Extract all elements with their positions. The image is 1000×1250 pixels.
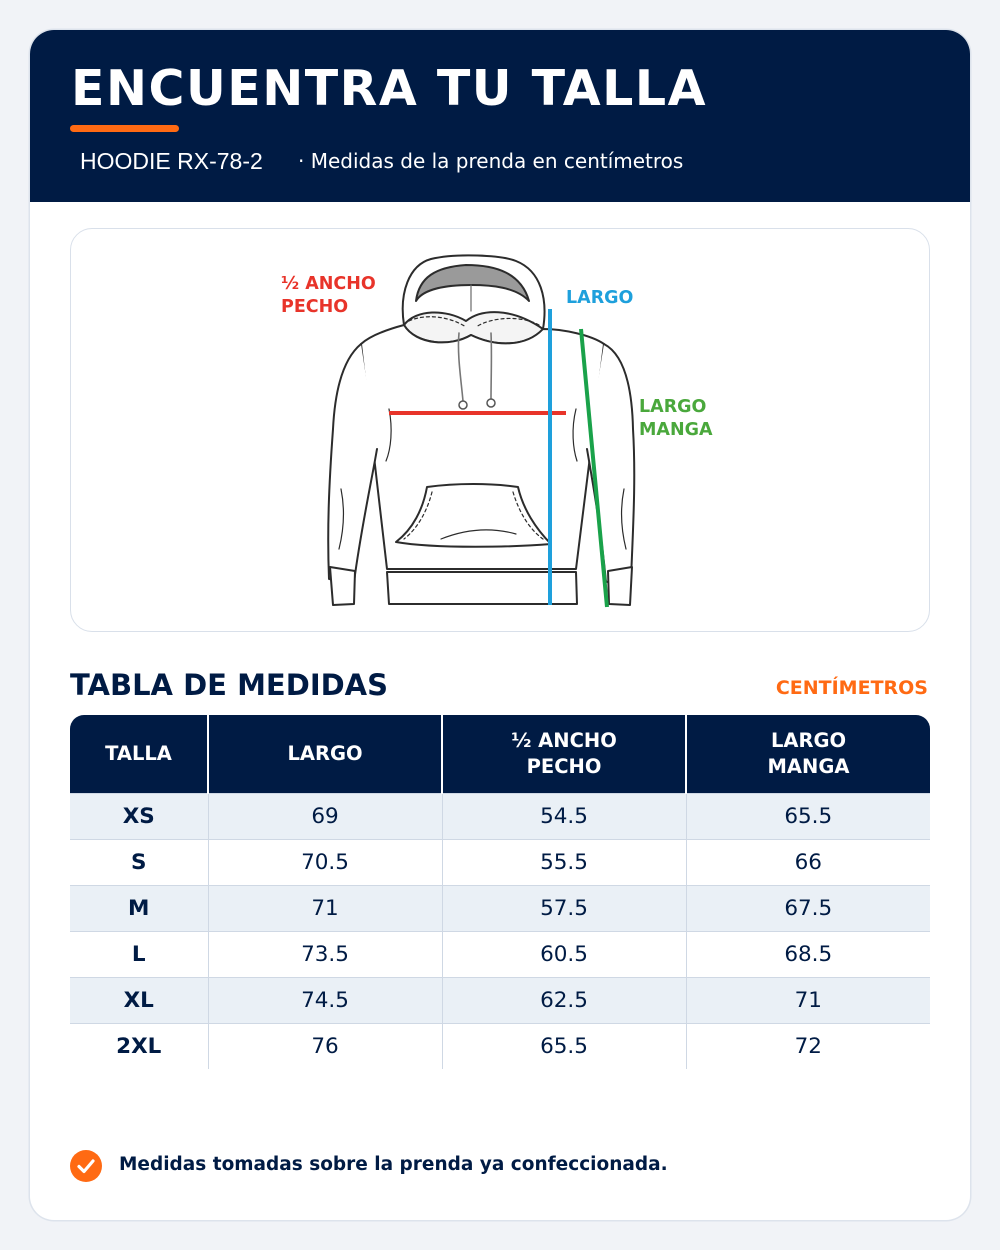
footer-note: Medidas tomadas sobre la prenda ya confeccionada. [119, 1154, 668, 1175]
page-title: ENCUENTRA TU TALLA [71, 60, 708, 117]
cell-ancho: 57.5 [442, 886, 686, 932]
table-title: TABLA DE MEDIDAS [70, 668, 389, 702]
cell-largo: 74.5 [208, 978, 442, 1024]
cell-manga: 72 [686, 1024, 930, 1070]
cell-ancho: 55.5 [442, 840, 686, 886]
table-row [70, 840, 930, 886]
header-manga-line1: LARGO [770, 729, 847, 752]
cell-ancho: 54.5 [442, 794, 686, 840]
cell-talla: L [70, 932, 208, 978]
cell-talla: XL [70, 978, 208, 1024]
cell-ancho: 62.5 [442, 978, 686, 1024]
cell-manga: 68.5 [686, 932, 930, 978]
cell-manga: 65.5 [686, 794, 930, 840]
header-talla [70, 715, 208, 794]
header [30, 30, 970, 202]
size-table [70, 715, 930, 1069]
header-largo-label: LARGO [287, 742, 363, 765]
header-largo [208, 715, 442, 794]
header-manga [686, 715, 930, 794]
cell-largo: 76 [208, 1024, 442, 1070]
header-talla-label: TALLA [105, 742, 172, 765]
table-row [70, 932, 930, 978]
page-subtitle: · Medidas de la prenda en centímetros [298, 149, 684, 173]
sleeve-label [639, 396, 713, 442]
table-row [70, 794, 930, 840]
cell-ancho: 65.5 [442, 1024, 686, 1070]
cell-manga: 67.5 [686, 886, 930, 932]
title-accent-bar [70, 125, 179, 132]
table-row [70, 1024, 930, 1070]
header-ancho-line2: PECHO [526, 755, 602, 778]
cell-talla: M [70, 886, 208, 932]
length-label: LARGO [566, 288, 634, 308]
cell-talla: S [70, 840, 208, 886]
cell-talla: 2XL [70, 1024, 208, 1070]
sleeve-label-line2: MANGA [639, 420, 713, 440]
hoodie-illustration [71, 229, 929, 631]
header-ancho [442, 715, 686, 794]
table-header-row [70, 715, 930, 794]
chest-label-line1: ½ ANCHO [281, 274, 376, 294]
product-name: HOODIE RX-78-2 [80, 148, 263, 174]
sleeve-label-line1: LARGO [639, 397, 707, 417]
cell-talla: XS [70, 794, 208, 840]
cell-largo: 73.5 [208, 932, 442, 978]
chest-label [281, 273, 376, 319]
cell-largo: 70.5 [208, 840, 442, 886]
table-row [70, 978, 930, 1024]
header-manga-line2: MANGA [767, 755, 850, 778]
cell-largo: 71 [208, 886, 442, 932]
header-ancho-line1: ½ ANCHO [511, 729, 617, 752]
cell-ancho: 60.5 [442, 932, 686, 978]
units-label: CENTÍMETROS [775, 677, 928, 699]
size-guide-card [30, 30, 970, 1220]
table-row [70, 886, 930, 932]
cell-manga: 66 [686, 840, 930, 886]
hoodie-diagram [70, 228, 930, 632]
check-circle-icon [70, 1150, 102, 1182]
cell-manga: 71 [686, 978, 930, 1024]
chest-label-line2: PECHO [281, 297, 349, 317]
cell-largo: 69 [208, 794, 442, 840]
